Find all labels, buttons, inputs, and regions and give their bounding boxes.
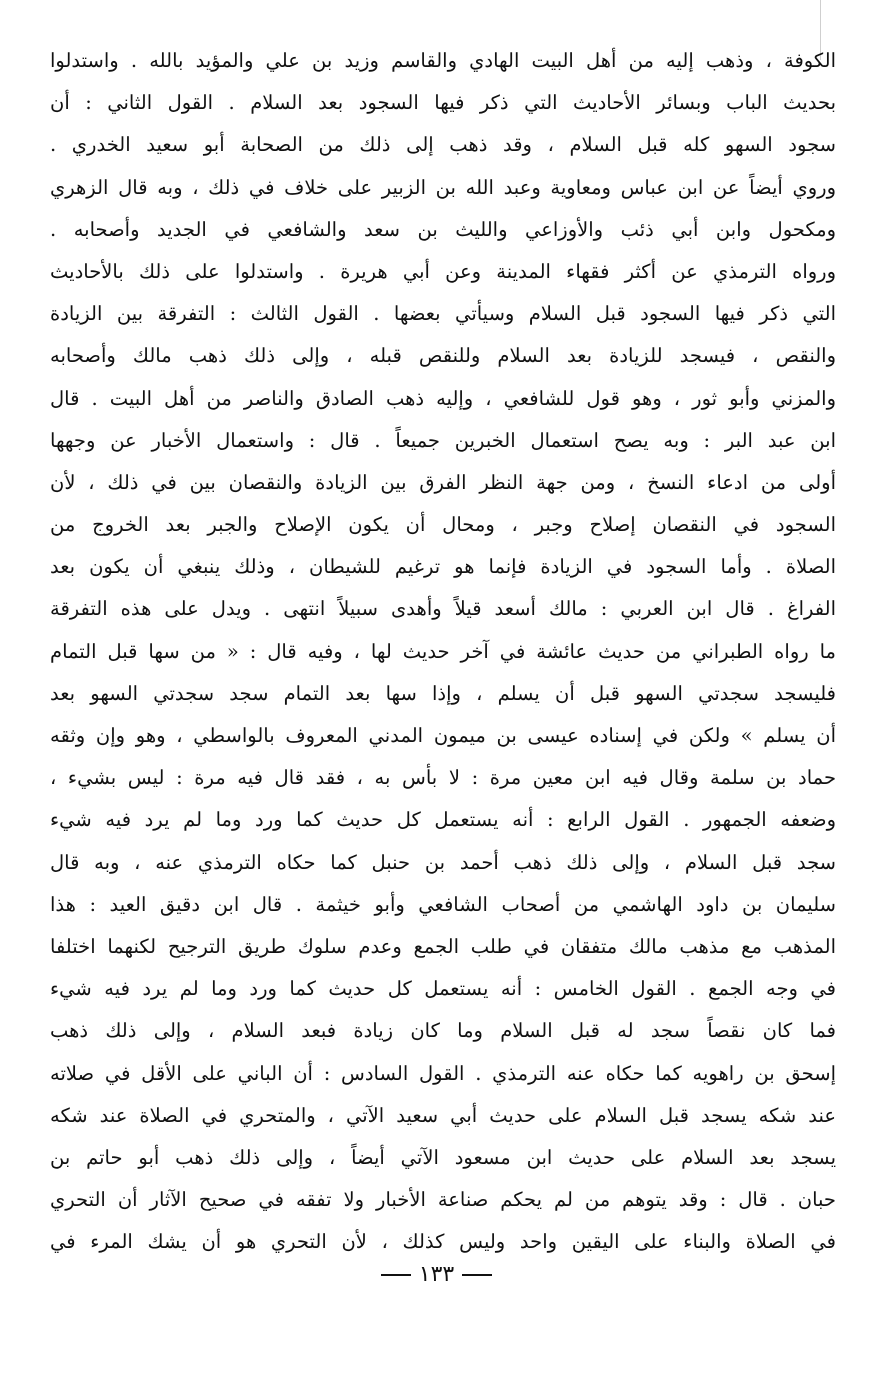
text-line: ابن عبد البر : وبه يصح استعمال الخبرين جميعاً . قال : واستعمال الأخبار عن وجهها: [50, 428, 836, 452]
text-line: فما كان نقصاً سجد له قبل السلام وما كان زيادة فبعد السلام ، وإلى ذلك ذهب: [50, 1019, 836, 1043]
text-line: وضعفه الجمهور . القول الرابع : أنه يستعمل كل حديث كما ورد وما لم يرد فيه شيء: [50, 808, 836, 832]
text-line: بحديث الباب وبسائر الأحاديث التي ذكر فيها السجود بعد السلام . القول الثاني : أن: [50, 91, 836, 115]
body-text: [50, 40, 836, 1263]
text-line: عند شكه يسجد قبل السلام على حديث أبي سعيد الآتي ، والمتحري في الصلاة عند شكه: [50, 1103, 836, 1127]
page-footer: [0, 1262, 873, 1287]
text-line: يسجد بعد السلام على حديث ابن مسعود الآتي أيضاً ، وإلى ذلك ذهب أبو حاتم بن: [50, 1145, 836, 1169]
text-line: والنقص ، فيسجد للزيادة بعد السلام وللنقص قبله ، وإلى ذلك ذهب مالك وأصحابه: [50, 344, 836, 368]
text-line: السجود في النقصان إصلاح وجبر ، ومحال أن يكون الإصلاح والجبر بعد الخروج من: [50, 513, 836, 537]
text-line: حماد بن سلمة وقال فيه ابن معين مرة : لا بأس به ، فقد قال فيه مرة : ليس بشيء ،: [50, 766, 836, 790]
text-line: التي ذكر فيها السجود قبل السلام وسيأتي بعضها . القول الثالث : التفرقة بين الزيادة: [50, 302, 836, 326]
text-line: الفراغ . قال ابن العربي : مالك أسعد قيلاً وأهدى سبيلاً انتهى . ويدل على هذه التفرقة: [50, 597, 836, 621]
text-line: سجود السهو كله قبل السلام ، وقد ذهب إلى ذلك من الصحابة أبو سعيد الخدري .: [50, 133, 836, 157]
text-line: وروي أيضاً عن ابن عباس ومعاوية وعبد الله بن الزبير على خلاف في ذلك ، وبه قال الزهري: [50, 175, 836, 199]
footer-dash-left: [381, 1274, 411, 1276]
text-line: سليمان بن داود الهاشمي من أصحاب الشافعي وأبو خيثمة . قال ابن دقيق العيد : هذا: [50, 892, 836, 916]
text-line: إسحق بن راهويه كما حكاه عنه الترمذي . القول السادس : أن الباني على الأقل في صلاته: [50, 1061, 836, 1085]
text-line: في الصلاة والبناء على اليقين واحد وليس كذلك ، لأن التحري هو أن يشك المرء في: [50, 1230, 836, 1254]
text-line: ومكحول وابن أبي ذئب والأوزاعي والليث بن سعد والشافعي في الجديد وأصحابه .: [50, 217, 836, 241]
text-line: في وجه الجمع . القول الخامس : أنه يستعمل كل حديث كما ورد وما لم يرد فيه شيء: [50, 977, 836, 1001]
page-number: ١٣٣: [418, 1262, 455, 1287]
text-line: المذهب مع مذهب مالك متفقان في طلب الجمع وعدم سلوك طريق الترجيح لكنهما اختلفا: [50, 934, 836, 958]
text-line: أولى من ادعاء النسخ ، ومن جهة النظر الفرق بين الزيادة والنقصان بين في ذلك ، لأن: [50, 470, 836, 494]
text-line: سجد قبل السلام ، وإلى ذلك ذهب أحمد بن حنبل كما حكاه الترمذي عنه ، وبه قال: [50, 850, 836, 874]
text-line: فليسجد سجدتي السهو قبل أن يسلم ، وإذا سها بعد التمام سجد سجدتي السهو بعد: [50, 681, 836, 705]
footer-dash-right: [462, 1274, 492, 1276]
text-line: ورواه الترمذي عن أكثر فقهاء المدينة وعن أبي هريرة . واستدلوا على ذلك بالأحاديث: [50, 259, 836, 283]
text-line: الصلاة . وأما السجود في الزيادة فإنما هو ترغيم للشيطان ، وذلك ينبغي أن يكون بعد: [50, 555, 836, 579]
text-line: أن يسلم » ولكن في إسناده عيسى بن ميمون المدني المعروف بالواسطي ، وهو وإن وثقه: [50, 724, 836, 747]
text-line: والمزني وأبو ثور ، وهو قول للشافعي ، وإليه ذهب الصادق والناصر من أهل البيت . قال: [50, 386, 836, 410]
text-line: ما رواه الطبراني من حديث عائشة في آخر حديث لها ، وفيه قال : « من سها قبل التمام: [50, 639, 836, 663]
text-line: الكوفة ، وذهب إليه من أهل البيت الهادي والقاسم وزيد بن علي والمؤيد بالله . واستدلوا: [50, 49, 836, 72]
text-line: حبان . قال : وقد يتوهم من لم يحكم صناعة الأخبار ولا تفقه في صحيح الآثار أن التحري: [50, 1188, 836, 1212]
